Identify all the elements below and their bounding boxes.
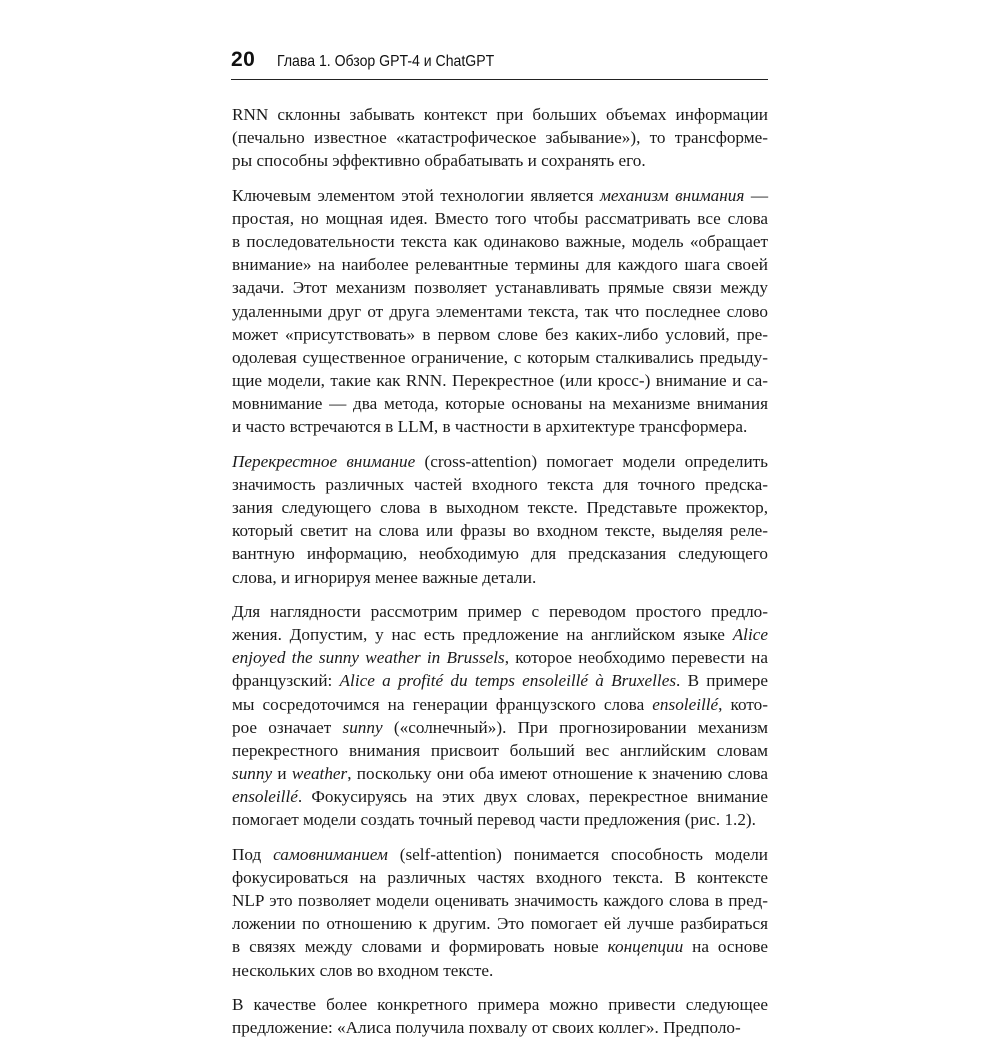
text-line	[232, 959, 768, 982]
page-number: 20	[231, 48, 256, 71]
text-run: , кото-	[718, 694, 768, 714]
text-line	[232, 623, 768, 646]
header-divider	[231, 79, 768, 80]
text-run: RNN склонны забывать контекст при больших объемах информации	[232, 105, 768, 124]
text-line	[232, 785, 768, 808]
text-line	[232, 935, 768, 958]
text-line	[232, 184, 768, 207]
text-line	[232, 276, 768, 299]
text-line	[232, 496, 768, 519]
text-line	[232, 542, 768, 565]
text-run: предложение: «Алиса получила похвалу от своих коллег». Предполо-	[232, 1017, 741, 1037]
text-run: значимость различных частей входного текста для точного предска-	[232, 474, 768, 494]
text-run: . Фокусируясь на этих двух словах, перекрестное внимание	[297, 787, 768, 807]
italic-term: ensoleillé	[232, 787, 298, 807]
text-line	[232, 669, 768, 692]
text-line	[232, 889, 768, 912]
italic-term: механизм внимания	[599, 185, 745, 205]
text-line	[232, 323, 768, 346]
text-line	[232, 392, 768, 415]
text-line	[232, 450, 768, 473]
text-line	[232, 207, 768, 230]
text-run: В качестве более конкретного примера можно привести следующее	[232, 994, 768, 1014]
text-run: жения. Допустим, у нас есть предложение на английском языке	[232, 624, 733, 644]
text-run: внимание» на наиболее релевантные термины для каждого шага своей	[232, 255, 768, 275]
text-run: . В примере	[676, 671, 769, 691]
text-run: рое означает	[232, 717, 343, 737]
text-run: Ключевым элементом этой технологии является	[232, 185, 600, 205]
text-run: Для наглядности рассмотрим пример с переводом простого предло-	[232, 601, 768, 621]
text-line	[232, 762, 768, 785]
italic-term: weather	[291, 764, 348, 784]
text-run: Под	[232, 844, 274, 864]
text-run: французский:	[232, 671, 340, 691]
text-line	[232, 843, 768, 866]
text-line	[232, 993, 768, 1016]
text-run: (печально известное «катастрофическое забывание»), то трансформе-	[232, 128, 768, 148]
text-line	[232, 646, 768, 669]
italic-term: Alice a profité du temps ensoleillé à Bruxelles	[339, 671, 677, 691]
paragraph	[232, 843, 768, 982]
paragraph	[232, 600, 768, 832]
text-run: помогает модели создать точный перевод части предложения (рис. 1.2).	[232, 810, 756, 830]
italic-term: sunny	[342, 717, 383, 737]
paragraph	[232, 184, 768, 439]
text-run: вантную информацию, необходимую для предсказания следующего	[232, 544, 768, 564]
text-run: перекрестного внимания присвоит больший вес английским словам	[232, 740, 768, 760]
text-run: мовнимание — два метода, которые основаны на механизме внимания	[232, 394, 768, 414]
text-run: слова, и игнорируя менее важные детали.	[232, 567, 537, 587]
paragraph	[232, 103, 768, 173]
text-line	[232, 912, 768, 935]
text-line	[232, 739, 768, 762]
text-run: в последовательности текста как одинаково важные, модель «обращает	[232, 231, 768, 251]
text-run: удаленными друг от друга элементами текста, так что последнее слово	[232, 301, 768, 321]
italic-term: Перекрестное внимание	[232, 451, 416, 471]
text-line	[232, 473, 768, 496]
text-run: задачи. Этот механизм позволяет устанавливать прямые связи между	[232, 278, 768, 298]
text-run: щие модели, такие как RNN. Перекрестное (или кросс-) внимание и са-	[232, 371, 768, 391]
text-run: , поскольку они оба имеют отношение к значению слова	[347, 764, 768, 784]
text-line	[232, 230, 768, 253]
text-line	[232, 149, 768, 172]
text-run: (self-attention) понимается способность модели	[387, 844, 768, 864]
italic-term: самовниманием	[273, 844, 388, 864]
text-line	[232, 519, 768, 542]
text-run: одолевая существенное ограничение, с которым сталкивались предыду-	[232, 347, 768, 367]
running-header	[231, 48, 768, 78]
text-run: нескольких слов во входном тексте.	[232, 960, 494, 980]
text-line	[232, 415, 768, 438]
text-line	[232, 346, 768, 369]
text-run: —	[744, 185, 768, 205]
text-run: NLP это позволяет модели оценивать значимость каждого слова в пред-	[232, 891, 768, 910]
body-text	[232, 103, 768, 1050]
text-run: простая, но мощная идея. Вместо того чтобы рассматривать все слова	[232, 208, 768, 228]
text-run: и часто встречаются в LLM, в частности в архитектуре трансформера.	[232, 417, 748, 437]
text-run: и	[272, 764, 292, 784]
text-line	[232, 369, 768, 392]
text-line	[232, 103, 768, 126]
text-line	[232, 716, 768, 739]
italic-term: концепции	[607, 937, 684, 957]
text-line	[232, 566, 768, 589]
text-run: («солнечный»). При прогнозировании механизм	[382, 717, 768, 737]
text-run: мы сосредоточимся на генерации французского слова	[232, 694, 653, 714]
paragraph	[232, 450, 768, 589]
text-line	[232, 866, 768, 889]
italic-term: enjoyed the sunny weather in Brussels	[232, 648, 505, 668]
italic-term: sunny	[232, 764, 273, 784]
text-run: в связях между словами и формировать новые	[232, 937, 608, 957]
text-run: на основе	[683, 937, 768, 957]
text-line	[232, 600, 768, 623]
italic-term: Alice	[732, 624, 768, 644]
italic-term: ensoleillé	[652, 694, 719, 714]
text-line	[232, 253, 768, 276]
text-line	[232, 808, 768, 831]
text-run: ложении по отношению к другим. Это помогает ей лучше разбираться	[232, 914, 768, 934]
text-line	[232, 300, 768, 323]
text-line	[232, 1016, 768, 1039]
text-run: может «присутствовать» в первом слове без каких-либо условий, пре-	[232, 324, 768, 344]
text-line	[232, 693, 768, 716]
chapter-title: Глава 1. Обзор GPT-4 и ChatGPT	[277, 53, 495, 70]
text-run: (cross-attention) помогает модели определить	[415, 451, 769, 471]
text-line	[232, 126, 768, 149]
text-run: который светит на слова или фразы во входном тексте, выделяя реле-	[232, 521, 768, 541]
text-run: ры способны эффективно обрабатывать и сохранять его.	[232, 151, 646, 171]
text-run: фокусироваться на различных частях входного текста. В контексте	[232, 867, 768, 887]
text-run: , которое необходимо перевести на	[504, 648, 768, 668]
text-run: зания следующего слова в выходном тексте. Представьте прожектор,	[232, 498, 768, 517]
